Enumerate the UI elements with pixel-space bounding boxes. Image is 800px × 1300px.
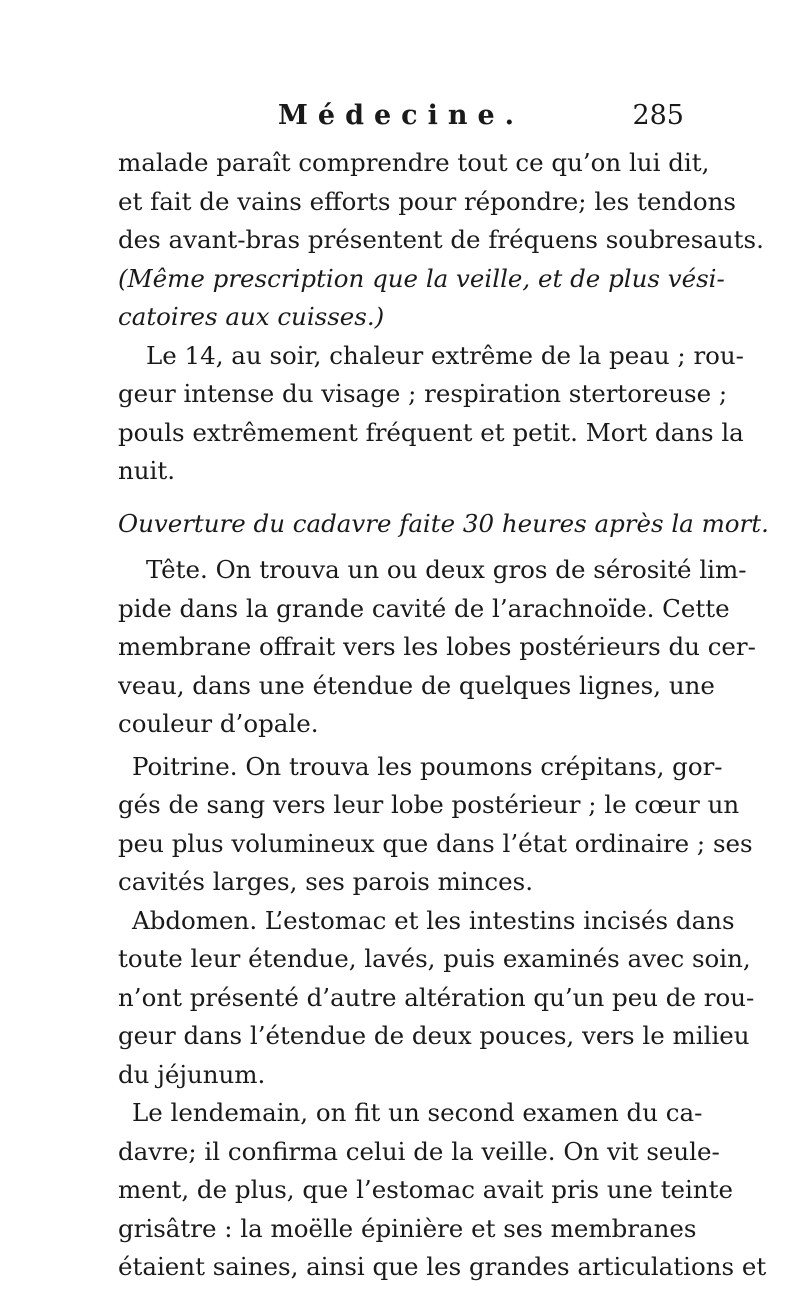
text-line: Abdomen. L’estomac et les intestins incisés dans [132,905,735,935]
text-line: des avant-bras présentent de fréquens soubresauts. [118,225,764,254]
text-line: pide dans la grande cavité de l’arachnoïde. Cette [118,593,730,623]
text-line: toute leur étendue, lavés, puis examinés avec soin, [118,944,751,973]
text-line: Tête. On trouva un ou deux gros de sérosité lim- [146,555,747,584]
text-line: veau, dans une étendue de quelques lignes, une [118,670,715,700]
text-line: malade paraît comprendre tout ce qu’on lui dit, [118,148,710,177]
text-line: pouls extrêmement fréquent et petit. Mort dans la [118,417,744,447]
text-line: (Même prescription que la veille, et de plus vési- [118,263,725,293]
text-line: et fait de vains efforts pour répondre; les tendons [118,186,736,216]
text-line: cavités larges, ses parois minces. [118,867,534,896]
text-line: ment, de plus, que l’estomac avait pris une teinte [118,1175,734,1204]
text-line: gés de sang vers leur lobe postérieur ; le cœur un [118,790,740,819]
page-number: 285 [632,100,684,131]
text-line: du jéjunum. [118,1059,266,1089]
text-line: n’ont présenté d’autre altération qu’un peu de rou- [118,982,755,1012]
text-line: étaient saines, ainsi que les grandes articulations et [118,1252,767,1281]
page-body [118,144,769,1287]
running-head: Médecine. [278,100,525,131]
text-line: membrane offrait vers les lobes postérieurs du cer- [118,632,756,661]
text-line: davre; il confirma celui de la veille. On vit seule- [118,1136,720,1166]
section-heading: Ouverture du cadavre faite 30 heures après la mort. [118,508,769,538]
text-line: Poitrine. On trouva les poumons crépitans, gor- [132,751,723,781]
page-header [118,100,684,140]
text-line: geur intense du visage ; respiration stertoreuse ; [118,379,728,408]
text-line: nuit. [118,456,176,485]
text-line: grisâtre : la moëlle épinière et ses membranes [118,1213,697,1243]
text-line: geur dans l’étendue de deux pouces, vers le milieu [118,1021,750,1050]
text-line: catoires aux cuisses.) [118,302,385,331]
text-line: Le 14, au soir, chaleur extrême de la peau ; rou- [146,340,744,370]
text-line: couleur d’opale. [118,709,319,738]
text-line: peu plus volumineux que dans l’état ordinaire ; ses [118,828,753,858]
text-line: Le lendemain, on fit un second examen du ca- [132,1098,703,1127]
